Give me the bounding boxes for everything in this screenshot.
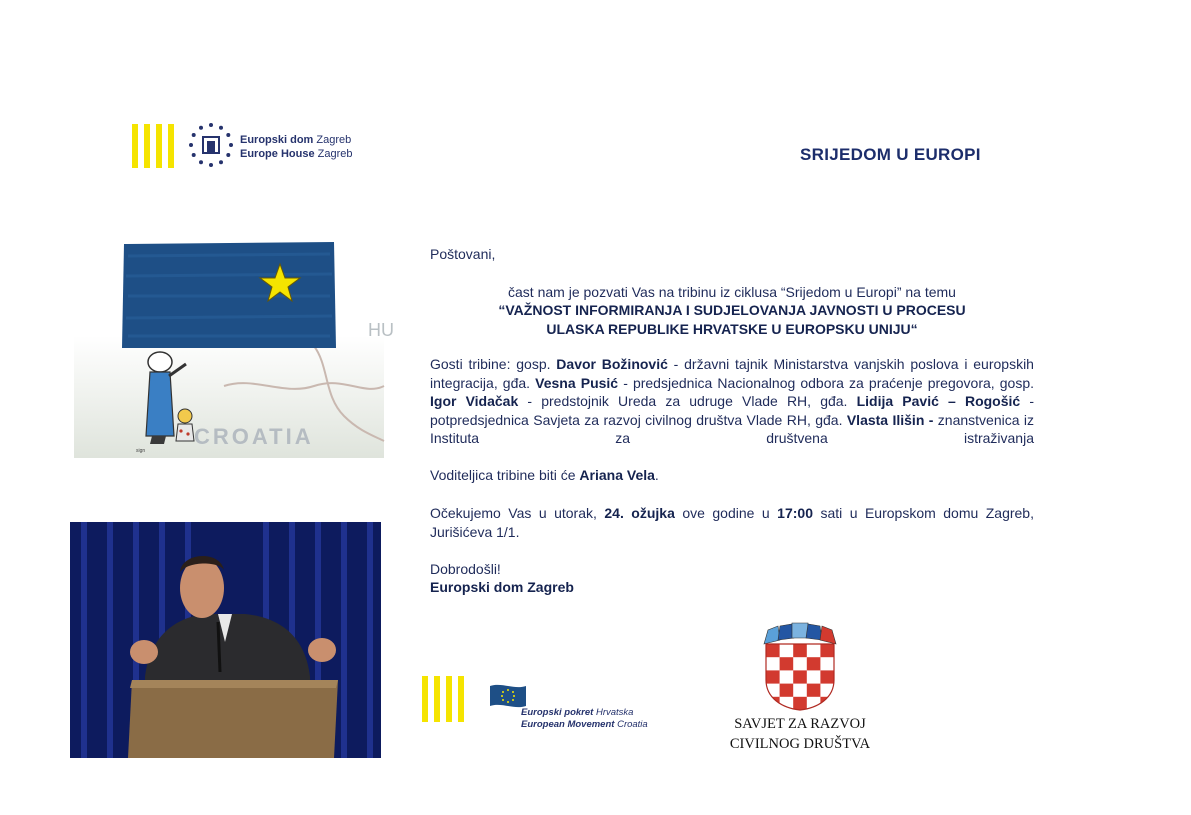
movement-line-2: European Movement Croatia <box>521 719 648 730</box>
page-title: SRIJEDOM U EUROPI <box>800 145 981 164</box>
guest-name: Igor Vidačak <box>430 393 519 409</box>
guest-name: Vesna Pusić <box>535 374 619 391</box>
event-details: Očekujemo Vas u utorak, 24. ožujka ove godine u 17:00 sati u Europskom domu Zagreb, Jurišićeva 1/1. <box>430 505 1034 540</box>
guest-name: Davor Božinović <box>556 356 668 372</box>
yellow-bar <box>446 676 452 722</box>
croatian-coat-of-arms-icon <box>760 622 840 710</box>
invitation-intro: čast nam je pozvati Vas na tribinu iz ciklusa “Srijedom u Europi” na temu <box>508 284 956 300</box>
eu-flag-icon <box>490 684 526 708</box>
council-line-1: SAVJET ZA RAZVOJ <box>734 716 866 732</box>
event-date: 24. ožujka <box>604 505 675 521</box>
yellow-bar <box>132 124 138 168</box>
european-movement-logo <box>416 662 668 732</box>
host-line: Voditeljica tribine biti će Ariana Vela. <box>430 467 659 483</box>
logo-line-2: Europe House Zagreb <box>240 148 353 160</box>
host-name: Ariana Vela <box>579 467 655 483</box>
speaker-photo <box>70 522 381 758</box>
civil-society-council-name <box>700 714 900 754</box>
council-line-2: CIVILNOG DRUŠTVA <box>729 736 871 752</box>
greeting: Poštovani, <box>430 246 496 262</box>
topic-line-1: “VAŽNOST INFORMIRANJA I SUDJELOVANJA JAVNOSTI U PROCESU <box>498 302 966 318</box>
guest-name: Vlasta Ilišin - <box>846 411 934 428</box>
movement-line-1: Europski pokret Hrvatska <box>521 707 634 718</box>
guest-list: Gosti tribine: gosp. Davor Božinović - državni tajnik Ministarstva vanjskih poslova i europskih integracija, gđa. Vesna Pusić - predsjednica Nacionalnog odbora za praćenje pregovora, gosp. Igor Vidačak - predstojnik Ureda za udruge Vlade RH, gđa. Lidija Pavić – Rogošić - potpredsjednica Savjeta za razvoj civilnog društva Vlade RH, gđa. Vlasta Ilišin - znanstvenica iz Instituta za društvena istraživanja <box>430 356 1035 446</box>
yellow-bar <box>458 676 464 722</box>
event-time: 17:00 <box>777 505 813 521</box>
yellow-bar <box>168 124 174 168</box>
yellow-bar <box>156 124 162 168</box>
signature: Europski dom Zagreb <box>430 579 574 595</box>
map-label-partial: HU <box>368 320 394 340</box>
map-label-croatia: CROATIA <box>194 424 314 449</box>
eu-stars-emblem-icon <box>188 122 234 168</box>
svg-text:sign: sign <box>136 448 146 454</box>
topic-line-2: ULASKA REPUBLIKE HRVATSKE U EUROPSKU UNIJU“ <box>546 320 918 337</box>
lecture-topic <box>430 301 1034 338</box>
logo-line-1: Europski dom Zagreb <box>240 134 352 146</box>
yellow-bar <box>422 676 428 722</box>
europe-house-logo <box>126 118 366 178</box>
yellow-bar <box>144 124 150 168</box>
yellow-bar <box>434 676 440 722</box>
guest-name: Lidija Pavić – Rogošić <box>856 393 1021 409</box>
welcome-text: Dobrodošli! <box>430 561 501 577</box>
eu-flag-cartoon-illustration <box>74 236 394 458</box>
